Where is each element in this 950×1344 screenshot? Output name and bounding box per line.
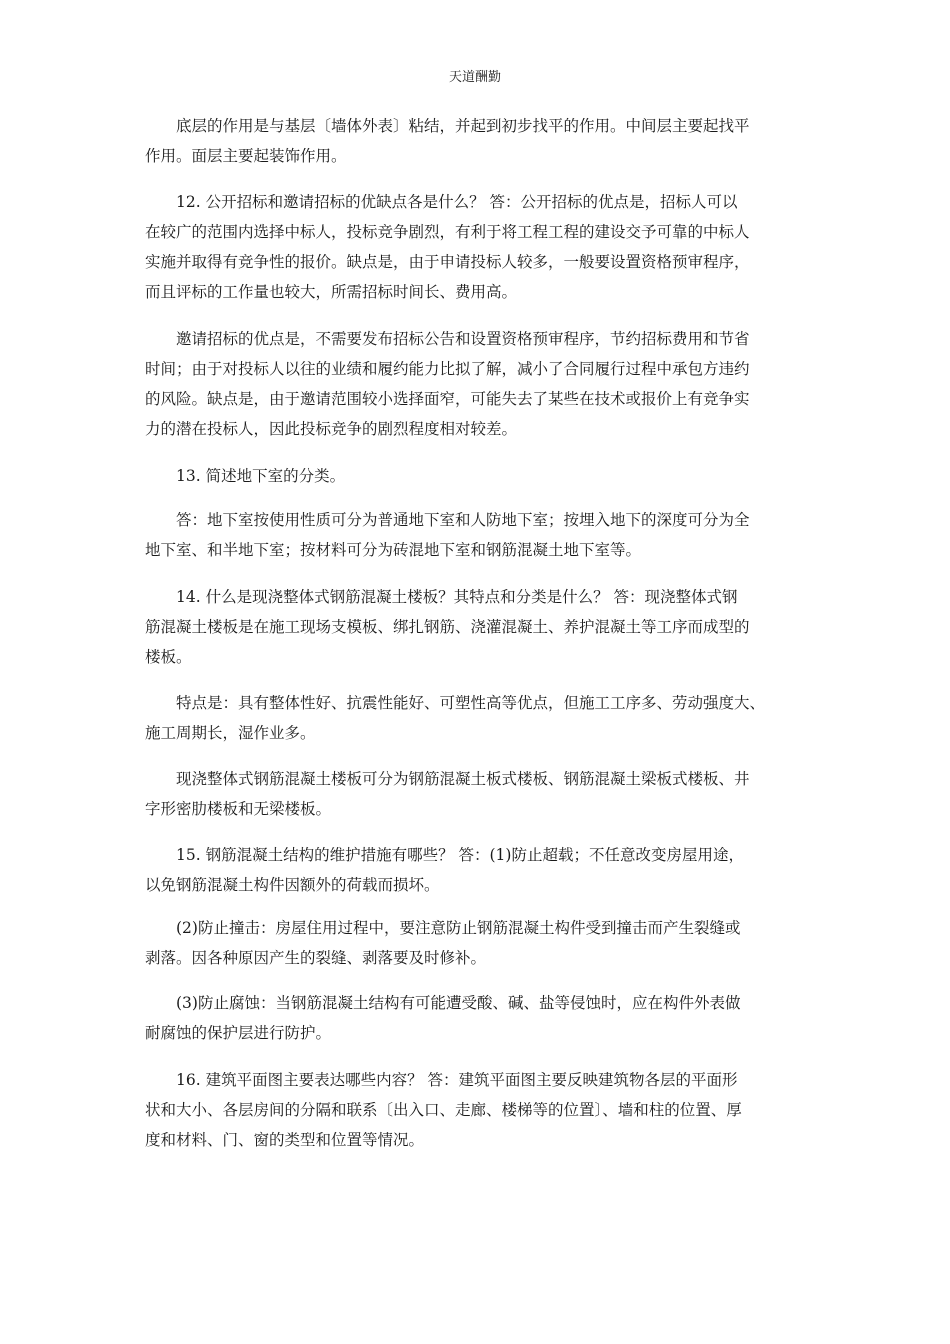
text-line: 而且评标的工作量也较大，所需招标时间长、费用高。 [145, 283, 518, 301]
text-line: (3)防止腐蚀：当钢筋混凝土结构有可能遭受酸、碱、盐等侵蚀时，应在构件外表做 [145, 994, 741, 1012]
text-line: 在较广的范围内选择中标人，投标竞争剧烈，有利于将工程工程的建设交予可靠的中标人 [145, 223, 750, 241]
paragraph [145, 988, 813, 1048]
text-line: 实施并取得有竞争性的报价。缺点是，由于申请投标人较多，一般要设置资格预审程序， [145, 253, 750, 271]
text-line: 特点是：具有整体性好、抗震性能好、可塑性高等优点，但施工工序多、劳动强度大、 [145, 694, 766, 712]
text-line: 12. 公开招标和邀请招标的优缺点各是什么？ 答：公开招标的优点是，招标人可以 [145, 193, 738, 211]
text-line: 度和材料、门、窗的类型和位置等情况。 [145, 1131, 425, 1149]
text-line: 16. 建筑平面图主要表达哪些内容？ 答：建筑平面图主要反映建筑物各层的平面形 [145, 1071, 738, 1089]
text-line: 14. 什么是现浇整体式钢筋混凝土楼板？其特点和分类是什么？ 答：现浇整体式钢 [145, 588, 738, 606]
paragraph [145, 324, 813, 444]
text-line: 状和大小、各层房间的分隔和联系〔出入口、走廊、楼梯等的位置〕、墙和柱的位置、厚 [145, 1101, 742, 1119]
text-line: 耐腐蚀的保护层进行防护。 [145, 1024, 332, 1042]
paragraph [145, 1065, 813, 1155]
text-line: 底层的作用是与基层〔墙体外表〕粘结，并起到初步找平的作用。中间层主要起找平 [145, 117, 750, 135]
text-line: 施工周期长，湿作业多。 [145, 724, 316, 742]
text-line: (2)防止撞击：房屋住用过程中，要注意防止钢筋混凝土构件受到撞击而产生裂缝或 [145, 919, 741, 937]
paragraph [145, 187, 813, 307]
text-line: 现浇整体式钢筋混凝土楼板可分为钢筋混凝土板式楼板、钢筋混凝土梁板式楼板、井 [145, 770, 750, 788]
paragraph [145, 111, 813, 171]
paragraph [145, 764, 813, 824]
page-header: 天道酬勤 [448, 70, 501, 85]
text-line: 13. 简述地下室的分类。 [145, 467, 346, 485]
text-line: 字形密肋楼板和无梁楼板。 [145, 800, 332, 818]
text-line: 邀请招标的优点是，不需要发布招标公告和设置资格预审程序，节约招标费用和节省 [145, 330, 750, 348]
text-line: 剥落。因各种原因产生的裂缝、剥落要及时修补。 [145, 949, 487, 967]
text-line: 以免钢筋混凝土构件因额外的荷载而损坏。 [145, 876, 440, 894]
text-line: 作用。面层主要起装饰作用。 [145, 147, 347, 165]
text-line: 楼板。 [145, 648, 192, 666]
text-line: 的风险。缺点是，由于邀请范围较小选择面窄，可能失去了某些在技术或报价上有竞争实 [145, 390, 750, 408]
text-line: 15. 钢筋混凝土结构的维护措施有哪些？ 答：(1)防止超载；不任意改变房屋用途， [145, 846, 744, 864]
text-line: 地下室、和半地下室；按材料可分为砖混地下室和钢筋混凝土地下室等。 [145, 541, 642, 559]
text-line: 筋混凝土楼板是在施工现场支模板、绑扎钢筋、浇灌混凝土、养护混凝土等工序而成型的 [145, 618, 750, 636]
paragraph [145, 505, 813, 565]
text-line: 答：地下室按使用性质可分为普通地下室和人防地下室；按埋入地下的深度可分为全 [145, 511, 750, 529]
text-line: 力的潜在投标人，因此投标竞争的剧烈程度相对较差。 [145, 420, 518, 438]
paragraph [145, 461, 813, 491]
paragraph [145, 913, 813, 973]
paragraph [145, 840, 813, 900]
text-line: 时间；由于对投标人以往的业绩和履约能力比拟了解，减小了合同履行过程中承包方违约 [145, 360, 750, 378]
paragraph [145, 582, 813, 672]
paragraph [145, 688, 813, 748]
